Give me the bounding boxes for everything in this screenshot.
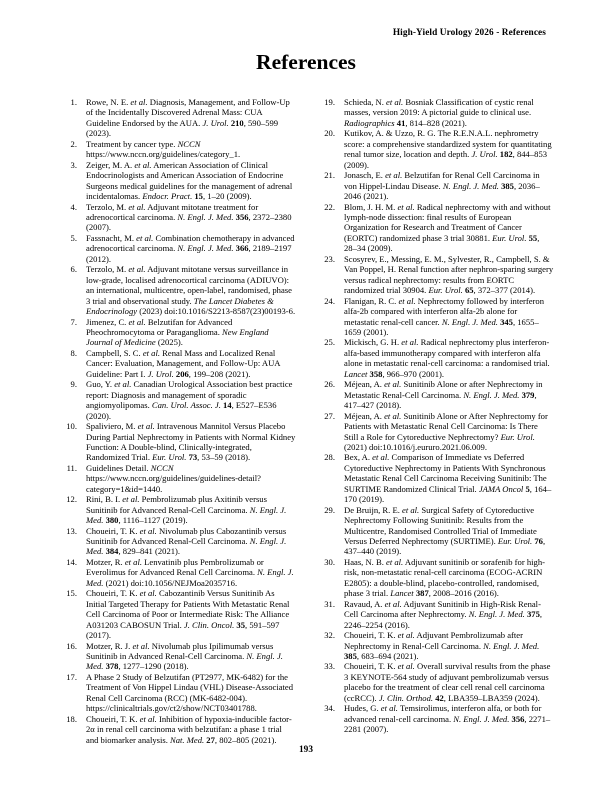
reference-text: De Bruijn, R. E. et al. Surgical Safety of Cytoreductive Nephrectomy Following Sunitinib: Results from the Multicentre, Randomised Controlled Trial of Immediate Versus Deferred Nephrectomy (SURTIME). Eur. Urol. 76, 437–440 (2019). — [344, 504, 546, 557]
reference-item — [60, 672, 296, 714]
reference-text: Rini, B. I. et al. Pembrolizumab plus Axitinib versus Sunitinib for Advanced Renal-Cell Carcinoma. N. Engl. J. Med. 380, 1116–1127 (2019). — [86, 494, 287, 526]
reference-item — [318, 296, 554, 338]
reference-item — [60, 588, 296, 640]
reference-text: Motzer, R. et al. Lenvatinib plus Pembrolizumab or Everolimus for Advanced Renal Cell Carcinoma. N. Engl. J. Med. (2021) doi:10.1056/NEJMoa2035716. — [86, 556, 294, 588]
reference-number: 34. — [324, 703, 335, 714]
reference-item — [60, 317, 296, 348]
reference-item — [318, 97, 554, 128]
reference-item — [318, 379, 554, 410]
reference-item — [60, 202, 296, 233]
reference-number: 13. — [66, 525, 77, 536]
reference-text: Spaliviero, M. et al. Intravenous Mannitol Versus Placebo During Partial Nephrectomy in Patients with Normal Kidney Function: A Double-blind, Clinically-integrated, Randomized Trial. Eur. Urol. 73, 53–59 (2018). — [86, 421, 296, 463]
reference-number: 31. — [324, 598, 335, 609]
reference-text: Scosyrev, E., Messing, E. M., Sylvester, R., Campbell, S. & Van Poppel, H. Renal function after nephron-sparing surgery versus radical nephrectomy: results from EORTC randomized trial 30904. Eur. Urol. 65, 372–377 (2014). — [344, 253, 554, 296]
reference-number: 22. — [324, 201, 335, 212]
reference-number: 26. — [324, 379, 335, 390]
reference-item — [318, 337, 554, 379]
reference-text: Campbell, S. C. et al. Renal Mass and Localized Renal Cancer: Evaluation, Management, and Follow-Up: AUA Guideline: Part I. J. Urol. 206, 199–208 (2021). — [86, 347, 281, 379]
reference-number: 11. — [66, 462, 77, 473]
reference-text: Guo, Y. et al. Canadian Urological Association best practice report: Diagnosis and management of sporadic angiomyolipomas. Can. Urol. Assoc. J. 14, E527–E536 (2020). — [86, 379, 293, 421]
reference-text: Treatment by cancer type. NCCN https://www.nccn.org/guidelines/category_1. — [86, 138, 241, 160]
reference-number: 1. — [70, 97, 77, 107]
reference-item — [60, 494, 296, 525]
reference-text: Choueiri, T. K. et al. Inhibition of hypoxia-inducible factor-2α in renal cell carcinoma with belzutifan: a phase 1 trial and biomarker analysis. Nat. Med. 27, 802–805 (2021). — [86, 713, 292, 745]
reference-item — [60, 557, 296, 588]
reference-text: Haas, N. B. et al. Adjuvant sunitinib or sorafenib for high-risk, non-metastatic renal-cell carcinoma (ECOG-ACRIN E2805): a double-blind, placebo-controlled, randomised, phase 3 trial. Lancet 387, 2008–2016 (2016). — [344, 556, 545, 599]
reference-item — [60, 233, 296, 264]
reference-number: 23. — [324, 253, 335, 264]
reference-text: Jonasch, E. et al. Belzutifan for Renal Cell Carcinoma in von Hippel-Lindau Disease. N. Engl. J. Med. 385, 2036–2046 (2021). — [344, 170, 540, 202]
reference-item — [318, 630, 554, 661]
reference-item — [318, 661, 554, 703]
reference-number: 8. — [70, 347, 77, 358]
reference-item — [318, 128, 554, 170]
reference-number: 4. — [70, 201, 77, 212]
reference-item — [318, 170, 554, 201]
reference-text: Jimenez, C. et al. Belzutifan for Advanced Pheochromocytoma or Paraganglioma. New England Journal of Medicine (2025). — [86, 316, 269, 348]
reference-number: 33. — [324, 661, 335, 672]
references-columns — [60, 97, 554, 745]
reference-item — [318, 557, 554, 599]
reference-number: 25. — [324, 337, 335, 348]
reference-text: Choueiri, T. K. et al. Adjuvant Pembrolizumab after Nephrectomy in Renal-Cell Carcinoma. N. Engl. J. Med. 385, 683–694 (2021). — [344, 630, 540, 662]
reference-text: Blom, J. H. M. et al. Radical nephrectomy with and without lymph-node dissection: final results of European Organization for Research and Treatment of Cancer (EORTC) randomized phase 3 trial 30881. Eur. Urol. 55, 28–34 (2009). — [344, 201, 551, 254]
reference-text: Terzolo, M. et al. Adjuvant mitotane versus surveillance in low-grade, localised adrenocortical carcinoma (ADIUVO): an international, multicentre, open-label, randomised, phase 3 trial and observational study. The Lancet Diabetes & Endocrinology (2023) doi:10.1016/S2213-8587(23)00193-6. — [86, 264, 296, 317]
reference-number: 24. — [324, 295, 335, 306]
reference-number: 15. — [66, 588, 77, 599]
reference-item — [318, 254, 554, 296]
reference-text: Zeiger, M. A. et al. American Association of Clinical Endocrinologists and American Association of Endocrine Surgeons medical guidelines for the management of adrenal incidentalomas. Endocr. Pract. 15, 1–20 (2009). — [86, 159, 293, 202]
reference-number: 2. — [70, 138, 77, 149]
reference-item — [318, 505, 554, 557]
reference-number: 12. — [66, 494, 77, 505]
reference-text: Ravaud, A. et al. Adjuvant Sunitinib in High-Risk Renal-Cell Carcinoma after Nephrectomy. N. Engl. J. Med. 375, 2246–2254 (2016). — [344, 598, 543, 630]
reference-text: Choueiri, T. K. et al. Cabozantinib Versus Sunitinib As Initial Targeted Therapy for Patients With Metastatic Renal Cell Carcinoma of Poor or Intermediate Risk: The Alliance A031203 CABOSUN Trial. J. Clin. Oncol. 35, 591–597 (2017). — [86, 588, 290, 641]
reference-item — [60, 348, 296, 379]
reference-text: Rowe, N. E. et al. Diagnosis, Management, and Follow-Up of the Incidentally Discovered Adrenal Mass: CUA Guideline Endorsed by the AUA. J. Urol. 210, 590–599 (2023). — [86, 97, 290, 139]
reference-item — [60, 526, 296, 557]
page-title: References — [256, 50, 356, 74]
reference-text: Motzer, R. J. et al. Nivolumab plus Ipilimumab versus Sunitinib in Advanced Renal-Cell Carcinoma. N. Engl. J. Med. 378, 1277–1290 (2018). — [86, 640, 283, 672]
reference-text: Kutikov, A. & Uzzo, R. G. The R.E.N.A.L. nephrometry score: a comprehensive standardized system for quantitating renal tumor size, location and depth. J. Urol. 182, 844–853 (2009). — [344, 128, 552, 170]
reference-number: 14. — [66, 556, 77, 567]
reference-item — [60, 714, 296, 745]
reference-item — [60, 379, 296, 421]
reference-text: Mickisch, G. H. et al. Radical nephrectomy plus interferon-alfa-based immunotherapy compared with interferon alfa alone in metastatic renal-cell carcinoma: a randomised trial. Lancet 358, 966–970 (2001). — [344, 337, 550, 379]
reference-text: Flanigan, R. C. et al. Nephrectomy followed by interferon alfa-2b compared with interferon alfa-2b alone for metastatic renal-cell cancer. N. Engl. J. Med. 345, 1655–1659 (2001). — [344, 295, 545, 337]
reference-item — [60, 421, 296, 463]
reference-item — [60, 139, 296, 160]
reference-number: 9. — [70, 379, 77, 390]
reference-text: Choueiri, T. K. et al. Overall survival results from the phase 3 KEYNOTE-564 study of adjuvant pembrolizumab versus placebo for the treatment of clear cell renal cell carcinoma (ccRCC). J. Clin. Orthod. 42, LBA359–LBA359 (2024). — [344, 661, 551, 703]
reference-number: 27. — [324, 410, 335, 421]
reference-number: 16. — [66, 640, 77, 651]
reference-item — [60, 97, 296, 139]
reference-number: 7. — [70, 316, 77, 327]
reference-text: Terzolo, M. et al. Adjuvant mitotane treatment for adrenocortical carcinoma. N. Engl. J. Med. 356, 2372–2380 (2007). — [86, 201, 292, 233]
running-header: High-Yield Urology 2026 - References — [392, 28, 546, 38]
reference-text: Méjean, A. et al. Sunitinib Alone or after Nephrectomy in Metastatic Renal-Cell Carcinoma. N. Engl. J. Med. 379, 417–427 (2018). — [344, 379, 543, 411]
reference-text: Hudes, G. et al. Temsirolimus, interferon alfa, or both for advanced renal-cell carcinoma. N. Engl. J. Med. 356, 2271–2281 (2007). — [344, 703, 551, 735]
reference-item — [318, 411, 554, 453]
references-column-left — [60, 97, 296, 745]
reference-number: 18. — [66, 713, 77, 724]
reference-text: Choueiri, T. K. et al. Nivolumab plus Cabozantinib versus Sunitinib for Advanced Renal-Cell Carcinoma. N. Engl. J. Med. 384, 829–841 (2021). — [86, 525, 287, 557]
reference-text: Fassnacht, M. et al. Combination chemotherapy in advanced adrenocortical carcinoma. N. Engl. J. Med. 366, 2189–2197 (2012). — [86, 232, 295, 264]
reference-number: 10. — [66, 421, 77, 432]
reference-text: Schieda, N. et al. Bosniak Classification of cystic renal masses, version 2019: A pictorial guide to clinical use. Radiographics 41, 814–828 (2021). — [344, 97, 534, 128]
reference-item — [318, 599, 554, 630]
references-column-right — [318, 97, 554, 735]
page-number: 193 — [299, 745, 313, 755]
reference-number: 29. — [324, 504, 335, 515]
reference-number: 5. — [70, 232, 77, 243]
reference-item — [318, 452, 554, 504]
reference-item — [60, 160, 296, 202]
reference-number: 3. — [70, 159, 77, 170]
reference-number: 20. — [324, 128, 335, 139]
reference-item — [318, 202, 554, 254]
reference-item — [60, 641, 296, 672]
reference-number: 6. — [70, 264, 77, 275]
reference-text: Guidelines Detail. NCCN https://www.nccn.org/guidelines/guidelines-detail?category=1&id=1440. — [86, 462, 261, 494]
reference-item — [318, 703, 554, 734]
reference-number: 21. — [324, 170, 335, 181]
reference-number: 19. — [324, 97, 335, 107]
reference-text: Bex, A. et al. Comparison of Immediate vs Deferred Cytoreductive Nephrectomy in Patients With Synchronous Metastatic Renal Cell Carcinoma Receiving Sunitinib: The SURTIME Randomized Clinical Trial. JAMA Oncol 5, 164–170 (2019). — [344, 452, 552, 505]
reference-item — [60, 264, 296, 316]
reference-number: 30. — [324, 556, 335, 567]
reference-number: 28. — [324, 452, 335, 463]
reference-text: Méjean, A. et al. Sunitinib Alone or After Nephrectomy for Patients with Metastatic Renal Cell Carcinoma: Is There Still a Role for Cytoreductive Nephrectomy? Eur. Urol. (2021) doi:10.1016/j.eururo.2021.06.009. — [344, 410, 548, 452]
reference-number: 32. — [324, 630, 335, 641]
reference-text: A Phase 2 Study of Belzutifan (PT2977, MK-6482) for the Treatment of Von Hippel Lindau (VHL) Disease-Associated Renal Cell Carcinoma (RCC) (MK-6482-004). https://clinicaltrials.gov/ct2/show/NCT03401788. — [86, 671, 294, 714]
reference-item — [60, 463, 296, 494]
reference-number: 17. — [66, 671, 77, 682]
